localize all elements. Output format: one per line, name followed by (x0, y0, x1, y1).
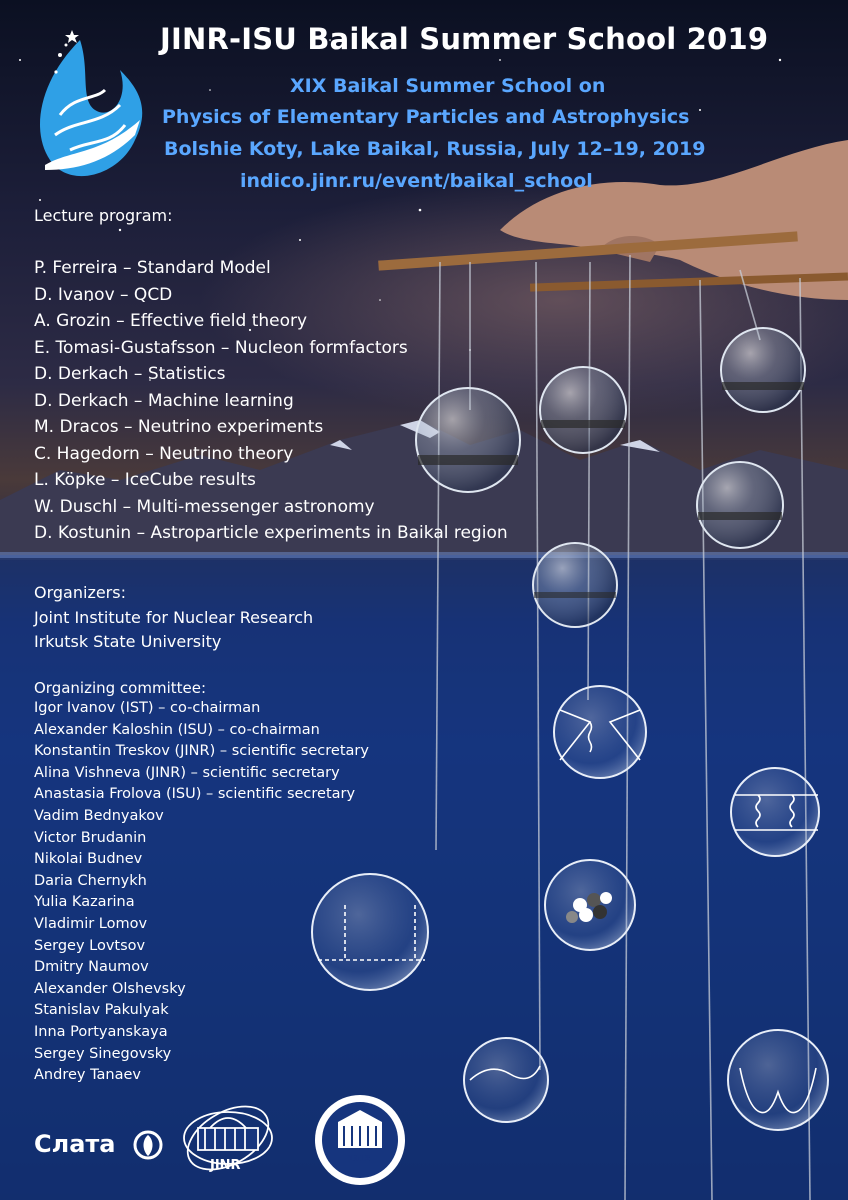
committee-member: Sergey Lovtsov (34, 938, 146, 954)
committee-member: Sergey Sinegovsky (34, 1046, 172, 1062)
poster-title: JINR-ISU Baikal Summer School 2019 (160, 22, 769, 56)
committee-member: Andrey Tanaev (34, 1067, 141, 1083)
committee-member: Nikolai Budnev (34, 851, 143, 867)
lecture-item: A. Grozin – Effective field theory (34, 311, 308, 331)
jinr-logo-text: JINR (210, 1158, 241, 1173)
lecture-program-heading: Lecture program: (34, 206, 173, 225)
slata-logo-text: Слата (34, 1130, 116, 1158)
organizers-heading: Organizers: (34, 583, 126, 602)
isu-seal-icon (315, 1095, 405, 1185)
lecture-item: D. Ivanov – QCD (34, 285, 173, 305)
lecture-item: M. Dracos – Neutrino experiments (34, 417, 324, 437)
event-url-link[interactable]: indico.jinr.ru/event/baikal_school (240, 170, 593, 192)
committee-member: Alexander Olshevsky (34, 981, 186, 997)
committee-member: Victor Brudanin (34, 830, 147, 846)
lecture-item: D. Derkach – Statistics (34, 364, 226, 384)
subtitle-line-topic: Physics of Elementary Particles and Astrophysics (162, 106, 690, 128)
committee-member: Dmitry Naumov (34, 959, 149, 975)
lecture-item: L. Köpke – IceCube results (34, 470, 256, 490)
subtitle-line-location-dates: Bolshie Koty, Lake Baikal, Russia, July 12–19, 2019 (164, 138, 706, 160)
committee-member: Stanislav Pakulyak (34, 1002, 169, 1018)
isu-seal-year: 1918 (348, 1154, 371, 1163)
school-logo-icon (40, 30, 142, 176)
committee-member: Alexander Kaloshin (ISU) – co-chairman (34, 722, 320, 738)
organizer-item: Joint Institute for Nuclear Research (34, 608, 314, 627)
committee-member: Inna Portyanskaya (34, 1024, 168, 1040)
committee-member: Igor Ivanov (IST) – co-chairman (34, 700, 261, 716)
organizer-item: Irkutsk State University (34, 632, 222, 651)
committee-heading: Organizing committee: (34, 679, 207, 697)
committee-member: Daria Chernykh (34, 873, 147, 889)
lecture-item: E. Tomasi-Gustafsson – Nucleon formfactors (34, 338, 408, 358)
lecture-item: W. Duschl – Multi-messenger astronomy (34, 497, 375, 517)
lecture-item: C. Hagedorn – Neutrino theory (34, 444, 294, 464)
committee-member: Anastasia Frolova (ISU) – scientific secretary (34, 786, 356, 802)
committee-member: Vladimir Lomov (34, 916, 148, 932)
lecture-item: D. Kostunin – Astroparticle experiments in Baikal region (34, 523, 508, 543)
committee-member: Vadim Bednyakov (34, 808, 164, 824)
lecture-item: P. Ferreira – Standard Model (34, 258, 271, 278)
lecture-item: D. Derkach – Machine learning (34, 391, 294, 411)
committee-member: Konstantin Treskov (JINR) – scientific secretary (34, 743, 369, 759)
subtitle-line-school: XIX Baikal Summer School on (290, 75, 606, 97)
committee-member: Alina Vishneva (JINR) – scientific secretary (34, 765, 340, 781)
committee-member: Yulia Kazarina (34, 894, 135, 910)
